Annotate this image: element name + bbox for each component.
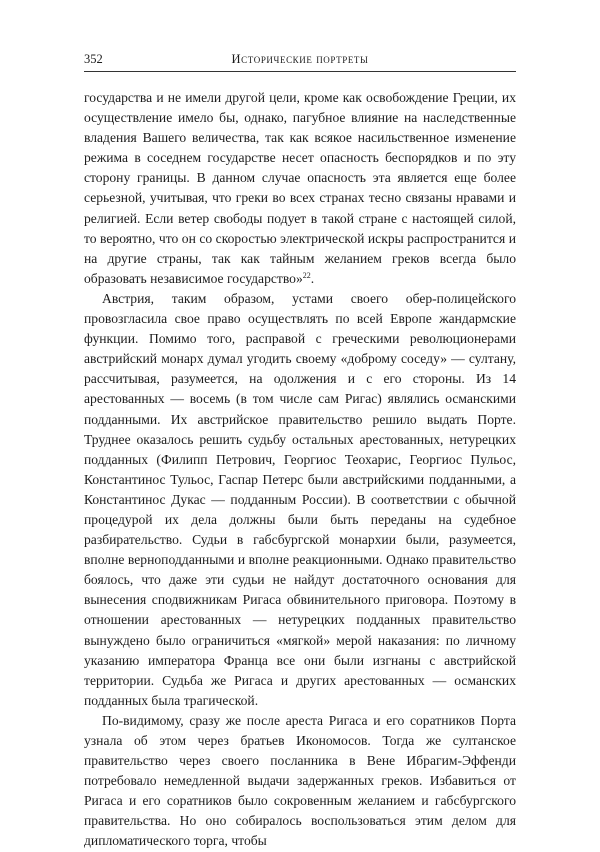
paragraph-2: Австрия, таким образом, устами своего обер-полицейского провозгласила свое право осуществлять по всей Европе жандармские функции. Помимо того, расправой с греческими революционерами австрийский монарх думал угодить своему «доброму соседу» — султану, рассчитывая, разумеется, на одолжения и с его стороны. Из 14 арестованных — восемь (в том числе сам Ригас) являлись османскими подданными. Их австрийское правительство решило выдать Порте. Труднее оказалось решить судьбу остальных арестованных, нетурецких подданных (Филипп Петрович, Георгиос Теохарис, Георгиос Пульос, Константинос Тульос, Гаспар Петерс были австрийскими подданными, а Константинос Дукас — подданным России). В соответствии с обычной процедурой их дела должны были быть переданы на судебное разбирательство. Судьи в габсбургской монархии были, разумеется, вполне верноподданными и вполне реакционными. Однако правительство боялось, что даже эти судьи не найдут достаточного основания для вынесения сподвижникам Ригаса обвинительного приговора. Поэтому в отношении арестованных — нетурецких подданных правительство вынуждено было ограничиться «мягкой» мерой наказания: по личному указанию императора Франца все они были изгнаны с австрийской территории. Судьба же Ригаса и других арестованных — османских подданных была трагической. <box>84 290 516 708</box>
paragraph-1-text: государства и не имели другой цели, кроме как освобождение Греции, их осуществление имело бы, однако, пагубное влияние на наследственные владения Вашего величества, так как всякое насильственное изменение режима в соседнем государстве несет опасность беспорядков и по эту сторону границы. В данном случае опасность эта является еще более серьезной, учитывая, что греки во всех странах тесно связаны нравами и религией. Если ветер свободы подует в такой стране с настоящей силой, то вероятно, что он со скоростью электрической искры распространится и на другие страны, так как тайным желанием греков всегда было образовать независимое государство» <box>84 90 516 286</box>
page-number: 352 <box>84 52 103 66</box>
paragraph-1-end: . <box>310 270 315 286</box>
running-header <box>84 50 516 70</box>
header-rule <box>84 71 516 72</box>
running-title: Исторические портреты <box>231 52 369 66</box>
footnote-marker[interactable]: 22 <box>302 270 311 280</box>
paragraph-1 <box>84 88 516 289</box>
paragraph-3: По-видимому, сразу же после ареста Ригаса и его соратников Порта узнала об этом через братьев Икономосов. Тогда же султанское правительство через своего посланника в Вене Ибрагим-Эффенди потребовало немедленной выдачи задержанных греков. Избавиться от Ригаса и его соратников было сокровенным желанием и габсбургского правительства. Но оно собиралось воспользоваться этим делом для дипломатического торга, чтобы <box>84 712 516 849</box>
body-text <box>84 88 516 852</box>
